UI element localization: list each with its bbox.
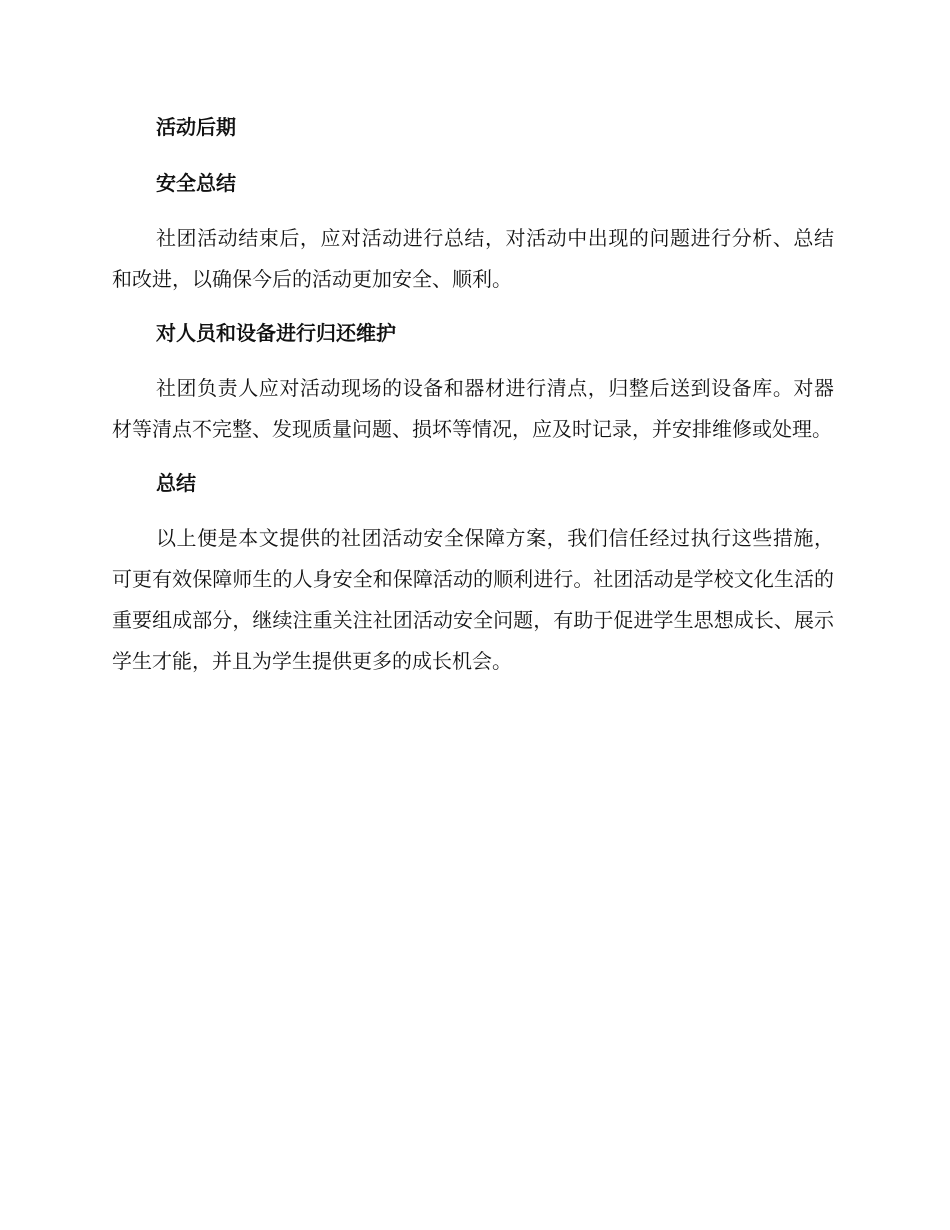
section-heading-post-activity: 活动后期 — [156, 115, 236, 139]
spacer — [112, 352, 834, 368]
spacer — [112, 202, 834, 218]
paragraph-conclusion: 以上便是本文提供的社团活动安全保障方案，我们信任经过执行这些措施，可更有效保障师生的人身安全和保障活动的顺利进行。社团活动是学校文化生活的重要组成部分，继续注重关注社团活动安全问题，有助于促进学生思想成长、展示学生才能，并且为学生提供更多的成长机会。 — [112, 526, 834, 673]
document-body — [112, 108, 834, 682]
section-heading-equipment-return: 对人员和设备进行归还维护 — [156, 321, 396, 345]
section-heading-conclusion: 总结 — [156, 471, 196, 495]
spacer — [112, 146, 834, 164]
paragraph-equipment-return: 社团负责人应对活动现场的设备和器材进行清点，归整后送到设备库。对器材等清点不完整、发现质量问题、损坏等情况，应及时记录，并安排维修或处理。 — [112, 376, 834, 441]
paragraph-safety-summary: 社团活动结束后，应对活动进行总结，对活动中出现的问题进行分析、总结和改进，以确保今后的活动更加安全、顺利。 — [112, 226, 834, 291]
spacer — [112, 300, 834, 314]
spacer — [112, 502, 834, 518]
spacer — [112, 450, 834, 464]
section-heading-safety-summary: 安全总结 — [156, 171, 236, 195]
